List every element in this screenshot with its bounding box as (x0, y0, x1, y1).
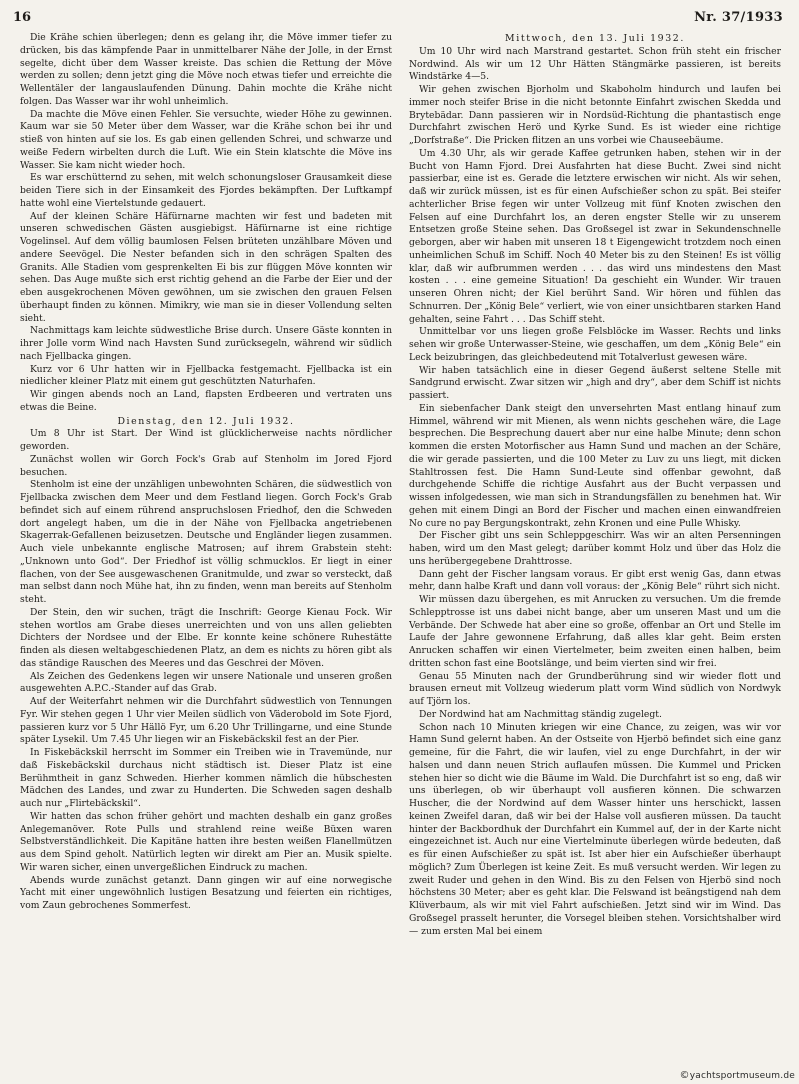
paragraph: Da machte die Möve einen Fehler. Sie versuchte, wieder Höhe zu gewinnen. Kaum war sie 50 Meter über dem Wasser, war die Krähe schon bei ihr und stieß von hinten auf sie los. Es gab einen gellenden Schrei, und schwarze und weiße Federn wirbelten durch die Luft. Wie ein Stein klatschte die Möve ins Wasser. Sie kam nicht wieder hoch. (20, 108, 392, 171)
paragraph: Wir gehen zwischen Bjorholm und Skaboholm hindurch und laufen bei immer noch steifer Brise in die nicht betonnte Einfahrt zwischen Skedda und Brytebädar. Dann passieren wir in Nordsüd-Richtung die phantastisch enge Durchfahrt zwischen Herö und Kyrke Sund. Es ist wieder eine richtige „Dorfstraße“. Die Pricken flitzen an uns vorbei wie Chauseebäume. (409, 84, 781, 146)
page-number: 16 (13, 10, 32, 25)
date-heading: Dienstag, den 12. Juli 1932. (117, 415, 295, 427)
paragraph: Auf der kleinen Schäre Häfürnarne machten wir fest und badeten mit unseren schwedischen Gästen ausgiebigst. Häfürnarne ist eine richtige Vogelinsel. Auf dem völlig baumlosen Felsen brüteten unzählbare Möven und andere Seevögel. Die Nester befanden sich in den schrägen Spalten des Granits. Alle Stadien vom gesprenkelten Ei bis zur flüggen Möve konnten wir sehen. Das Auge mußte sich erst richtig gehend an die Farbe der Eier und der eben ausgekrochenen Möven gewöhnen, um sie zwischen den grauen Felsen überhaupt finden zu können. Mimikry, wie man sie in dieser Vollendung selten sieht. (20, 210, 392, 324)
paragraph: Abends wurde zunächst getanzt. Dann gingen wir auf eine norwegische Yacht mit einer ungewöhnlich lustigen Besatzung und feierten ein richtiges, vom Zaun gebrochenes Sommerfest. (20, 874, 392, 911)
paragraph: Wir gingen abends noch an Land, flapsten Erdbeeren und vertraten uns etwas die Beine. (20, 389, 392, 413)
paragraph: Wir haben tatsächlich eine in dieser Gegend äußerst seltene Stelle mit Sandgrund erwischt. Zwar sitzen wir „high and dry“, aber dem Schiff ist nichts passiert. (409, 364, 781, 401)
paragraph: Zunächst wollen wir Gorch Fock's Grab auf Stenholm im Jored Fjord besuchen. (20, 453, 392, 478)
right-column (409, 32, 781, 1062)
copyright-icon: © (679, 1070, 690, 1081)
paragraph: Stenholm ist eine der unzähligen unbewohnten Schären, die südwestlich von Fjellbacka zwischen dem Meer und dem Festland liegen. Gorch Fock's Grab befindet sich auf einem rührend anspruchslosen Friedhof, den die Schweden dort angelegt haben, um die in der Nähe von Fjellbacka angetriebenen Skagerrak-Gefallenen beizusetzen. Deutsche und Engländer liegen zusammen. Auch viele unbekannte englische Matrosen; auf ihrem Grabstein steht: „Unknown unto God“. Der Friedhof ist völlig schmucklos. Er liegt in einer flachen, von der See ausgewaschenen Granitmulde, und zwar so versteckt, daß man selbst dann noch Mühe hat, ihn zu finden, wenn man bereits auf Stenholm steht. (20, 479, 392, 605)
paragraph: Um 4.30 Uhr, als wir gerade Kaffee getrunken haben, stehen wir in der Bucht von Hamn Fjord. Drei Ausfahrten hat diese Bucht. Zwei sind nicht passierbar, eine ist es. Gerade die letztere erwischen wir nicht. Als wir sehen, daß wir zurück müssen, ist es für einen Aufschießer schon zu spät. Bei steifer achterlicher Brise fegen wir unter Vollzeug mit fünf Knoten zwischen den Felsen auf eine Durchfahrt los, an deren engster Stelle wir zu unserem Entsetzen große Steine sehen. Das Großsegel ist zwar in Sekundenschnelle geborgen, aber wir haben mit unseren 18 t Eigengewicht trotzdem noch einen unheimlichen Schuß im Schiff. Noch 40 Meter bis zu den Steinen! Es ist völlig klar, daß wir aufbrummen werden . . . das wird uns mindestens den Mast kosten . . . eine gemeine Situation! Da geschieht ein Wunder. Wir trauen unseren Ohren nicht; der Kiel berührt Sand. Wir hören und fühlen das Schnurren. Der „König Bele“ verliert, wie von einer unsichtbaren starken Hand gehalten, seine Fahrt . . . Das Schiff steht. (409, 147, 781, 325)
paragraph: Der Stein, den wir suchen, trägt die Inschrift: George Kienau Fock. Wir stehen wortlos am Grabe dieses unerreichten und von uns allen geliebten Dichters der Nordsee und der Elbe. Er konnte keine schönere Ruhestätte finden als diesen weltabgeschiedenen Platz, an dem es nichts zu hören gibt als das ständige Rauschen des Meeres und das Geschrei der Möven. (20, 606, 392, 669)
paragraph: Als Zeichen des Gedenkens legen wir unsere Nationale und unseren großen ausgewehten A.P.C.-Stander auf das Grab. (20, 670, 392, 695)
paragraph: Nachmittags kam leichte südwestliche Brise durch. Unsere Gäste konnten in ihrer Jolle vorm Wind nach Havsten Sund zurücksegeln, während wir südlich nach Fjellbacka gingen. (20, 325, 392, 362)
paragraph: Der Fischer gibt uns sein Schleppgeschirr. Was wir an alten Persenningen haben, wird um den Mast gelegt; darüber kommt Holz und über das Holz die uns herübergegebene Drahttrosse. (409, 530, 781, 567)
paragraph: Um 10 Uhr wird nach Marstrand gestartet. Schon früh steht ein frischer Nordwind. Als wir um 12 Uhr Hätten Stängmärke passieren, ist bereits Windstärke 4—5. (409, 45, 781, 83)
left-column (20, 32, 392, 1062)
article-body (20, 32, 781, 1062)
date-heading: Mittwoch, den 13. Juli 1932. (505, 33, 685, 44)
paragraph: Genau 55 Minuten nach der Grundberührung sind wir wieder flott und brausen erneut mit Vollzeug wiederum platt vorm Wind südlich von Nordwyk auf Tjörn los. (409, 670, 781, 707)
paragraph: Die Krähe schien überlegen; denn es gelang ihr, die Möve immer tiefer zu drücken, bis das kämpfende Paar in unmittelbarer Nähe der Jolle, in der Ernst segelte, dicht über dem Wasser kreiste. Das schien die Rettung der Möve werden zu sollen; denn jetzt ging die Möve noch etwas tiefer und erreichte die Wellentäler der langauslaufenden Dünung. Dahin mochte die Krähe nicht folgen. Das Wasser war ihr wohl unheimlich. (20, 32, 392, 107)
paragraph: Schon nach 10 Minuten kriegen wir eine Chance, zu zeigen, was wir vor Hamn Sund gelernt haben. An der Ostseite von Hjerbö befindet sich eine ganz gemeine, für die Fahrt, die wir laufen, viel zu enge Durchfahrt, in der wir halsen und dann neuen Strich auflaufen müssen. Die Kummel und Pricken stehen hier so dicht wie die Bäume im Wald. Die Durchfahrt ist so eng, daß wir uns überlegen, ob wir überhaupt voll ausfieren können. Die schwarzen Huscher, die der Nordwind auf dem Wasser hinter uns herschickt, lassen keinen Zweifel daran, daß wir bei der Halse voll ausfieren müssen. Da taucht hinter der Backbordhuk der Durchfahrt ein Kummel auf, der in der Karte nicht eingezeichnet ist. Auch nur eine Viertelminute überlegen würde bedeuten, daß es für einen Aufschießer zu spät ist. Ist aber hier ein Aufschießer überhaupt möglich? Zum Überlegen ist keine Zeit. Es muß versucht werden. Wir legen zu zweit Ruder und gehen in den Wind. Bis zu den Felsen von Hjerbö sind noch höchstens 30 Meter; aber es geht klar. Die Felswand ist beängstigend nah dem Klüverbaum, als wir mit viel Fahrt aufschießen. Jetzt sind wir im Wind. Das Großsegel prasselt herunter, die Vorsegel bleiben stehen. Vorsichtshalber wird — zum ersten Mal bei einem (409, 721, 781, 937)
paragraph: Dann geht der Fischer langsam voraus. Er gibt erst wenig Gas, dann etwas mehr, dann halbe Kraft und dann voll voraus: der „König Bele“ rührt sich nicht. (409, 568, 781, 593)
paragraph: Wir müssen dazu übergehen, es mit Anrucken zu versuchen. Um die fremde Schlepptrosse ist uns dabei nicht bange, aber um unseren Mast und um die Verbände. Der Schwede hat aber eine so große, offenbar an Ort und Stelle im Laufe der Jahre gewonnene Erfahrung, daß alles klar geht. Beim ersten Anrucken schaffen wir einen Viertelmeter, beim zweiten einen halben, beim dritten schon fast eine Bootslänge, und beim vierten sind wir frei. (409, 594, 781, 669)
paragraph: Um 8 Uhr ist Start. Der Wind ist glücklicherweise nachts nördlicher geworden. (20, 428, 392, 452)
paragraph: Ein siebenfacher Dank steigt den unversehrten Mast entlang hinauf zum Himmel, während wir mit Mienen, als wenn nichts geschehen wäre, die Lage besprechen. Die Besprechung dauert aber nur eine halbe Minute; denn schon kommen die ersten Motorfischer aus Hamn Sund und machen an der Schäre, die wir gerade passierten, und die 100 Meter zu Luv zu uns liegt, mit dicken Stahltrossen fest. Die Hamn Sund-Leute sind offenbar gewohnt, daß durchgehende Schiffe die richtige Ausfahrt aus der Bucht verpassen und wissen infolgedessen, wie man sich in Strandungsfällen zu benehmen hat. Wir gehen mit einem Dingi an Bord der Fischer und machen einen einwandfreien No cure no pay Bergungskontrakt, zehn Kronen und eine Pulle Whisky. (409, 402, 781, 529)
watermark-text: yachtsportmuseum.de (689, 1071, 795, 1081)
paragraph: Kurz vor 6 Uhr hatten wir in Fjellbacka festgemacht. Fjellbacka ist ein niedlicher kleiner Platz mit einem gut geschützten Naturhafen. (20, 363, 392, 388)
paragraph: Unmittelbar vor uns liegen große Felsblöcke im Wasser. Rechts und links sehen wir große Unterwasser-Steine, wie geschaffen, um dem „König Bele“ ein Leck beizubringen, das gleichbedeutend mit Totalverlust gewesen wäre. (409, 326, 781, 363)
paragraph: Auf der Weiterfahrt nehmen wir die Durchfahrt südwestlich von Tennungen Fyr. Wir stehen gegen 1 Uhr vier Meilen südlich von Väderobold im Sote Fjord, passieren kurz vor 5 Uhr Hällö Fyr, um 6.20 Uhr Trillingarne, und eine Stunde später Lysekil. Um 7.45 Uhr liegen wir an Fiskebäckskil fest an der Pier. (20, 696, 392, 746)
paragraph: Wir hatten das schon früher gehört und machten deshalb ein ganz großes Anlegemanöver. Rote Pulls und strahlend reine weiße Büxen waren Selbstverständlichkeit. Die Kapitäne hatten ihre besten weißen Flanellmützen aus dem Spind geholt. Natürlich legten wir direkt am Pier an. Musik spielte. Wir waren sicher, einen unvergeßlichen Eindruck zu machen. (20, 810, 392, 873)
paragraph: In Fiskebäckskil herrscht im Sommer ein Treiben wie in Travemünde, nur daß Fiskebäckskil durchaus nicht städtisch ist. Dieser Platz ist eine Berühmtheit in ganz Schweden. Hierher kommen nämlich die hübschesten Mädchen des Landes, und zwar zu Hunderten. Die Schweden sagen deshalb auch nur „Flirtebäckskil“. (20, 747, 392, 809)
issue-number: Nr. 37/1933 (694, 10, 783, 25)
paragraph: Der Nordwind hat am Nachmittag ständig zugelegt. (419, 708, 662, 720)
paragraph: Es war erschütternd zu sehen, mit welch schonungsloser Grausamkeit diese beiden Tiere sich in der Einsamkeit des Fjordes bekämpften. Der Luftkampf hatte wohl eine Viertelstunde gedauert. (20, 172, 392, 209)
watermark (680, 1070, 795, 1081)
